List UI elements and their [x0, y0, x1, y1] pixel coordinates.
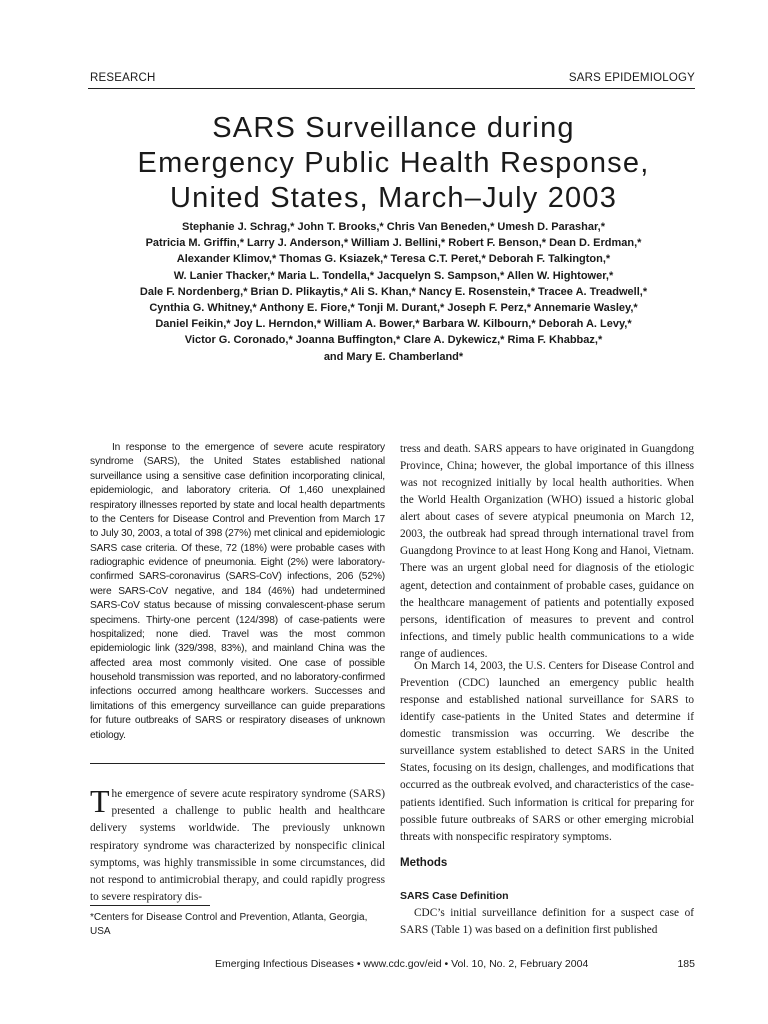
title-line: Emergency Public Health Response, [137, 147, 650, 179]
case-definition-subheading: SARS Case Definition [400, 890, 509, 902]
abstract: In response to the emergence of severe acute respiratory syndrome (SARS), the United States established national surveillance using a sensitive case definition incorporating clinical, epidemiologic, and laboratory criteria. Of 1,460 unexplained respiratory illnesses reported by state and local health departments to the Centers for Disease Control and Prevention from March 17 to July 30, 2003, a total of 398 (27%) met clinical and epidemiologic SARS case criteria. Of these, 72 (18%) were probable cases with radiographic evidence of pneumonia. Eight (2%) were laboratory-confirmed SARS-coronavirus (SARS-CoV) infections, 206 (52%) were SARS-CoV negative, and 184 (46%) had undetermined SARS-CoV status because of missing convalescent-phase serum specimens. Thirty-one percent (124/398) of case-patients were hospitalized; none died. Travel was the most common epidemiologic link (329/398, 83%), and mainland China was the affected area most commonly visited. One case of possible household transmission was reported, and no laboratory-confirmed infections occurred among healthcare workers. Successes and limitations of this emergency surveillance can guide preparations for future outbreaks of SARS or respiratory diseases of unknown etiology. [90, 442, 385, 741]
author-line: Victor G. Coronado,* Joanna Buffington,* Clare A. Dykewicz,* Rima F. Khabbaz,* [184, 334, 603, 347]
running-header-section: RESEARCH [90, 72, 156, 84]
title-line: SARS Surveillance during [212, 112, 575, 144]
journal-citation: Emerging Infectious Diseases • www.cdc.gov/eid • Vol. 10, No. 2, February 2004 [215, 958, 589, 970]
article-title [80, 111, 707, 216]
author-line: Cynthia G. Whitney,* Anthony E. Fiore,* Tonji M. Durant,* Joseph F. Perz,* Annemarie Wasley,* [149, 302, 638, 315]
intro-text: he emergence of severe acute respiratory syndrome (SARS) presented a challenge to public health and healthcare delivery systems worldwide. The previously unknown respiratory syndrome was characterized by nonspecific clinical symptoms, was highly transmissible in some circumstances, did not respond to antimicrobial therapy, and could rapidly progress to severe respiratory dis- [90, 788, 385, 904]
author-line: Dale F. Nordenberg,* Brian D. Plikaytis,* Ali S. Khan,* Nancy E. Rosenstein,* Tracee A. Treadwell,* [139, 285, 648, 298]
running-header-topic: SARS EPIDEMIOLOGY [568, 72, 695, 84]
body-paragraph-1: tress and death. SARS appears to have originated in Guangdong Province, China; however, the global importance of this illness was not recognized initially by local health authorities. When the World Health Organization (WHO) issued a historic global alert about cases of severe atypical pneumonia on March 12, 2003, the outbreak had spread through international travel from Guangdong Province to at least Hong Kong and Hanoi, Vietnam. There was an urgent global need for diagnosis of the etiologic agent, detection and containment of probable cases, guidance on the healthcare management of patients and potentially exposed persons, identification of measures to prevent and control infections, and timely public health communications to a wide range of audiences. [400, 443, 694, 660]
author-list [80, 219, 707, 365]
affiliation-footnote: *Centers for Disease Control and Prevention, Atlanta, Georgia, USA [90, 912, 368, 937]
author-line: Daniel Feikin,* Joy L. Herndon,* William A. Bower,* Barbara W. Kilbourn,* Deborah A. Levy,* [155, 318, 632, 331]
abstract-rule [90, 763, 385, 764]
author-line: W. Lanier Thacker,* Maria L. Tondella,* Jacquelyn S. Sampson,* Allen W. Hightower,* [173, 269, 614, 282]
drop-cap: T [90, 783, 110, 819]
intro-paragraph [90, 783, 385, 906]
header-rule [88, 88, 695, 89]
body-paragraph-2: On March 14, 2003, the U.S. Centers for Disease Control and Prevention (CDC) launched an emergency public health response and established national surveillance for SARS to identify case-patients in the United States and determine if domestic transmission was occurring. We describe the surveillance system established to detect SARS in the United States, focusing on its design, challenges, and modifications that occurred as the outbreak evolved, and characteristics of the case-patients identified. Such information is critical for preparing for possible future outbreaks of SARS or other emerging microbial threats with nonspecific respiratory symptoms. [400, 660, 694, 843]
author-line: and Mary E. Chamberland* [323, 350, 464, 363]
footnote-rule [90, 905, 210, 906]
body-paragraph-3: CDC’s initial surveillance definition for a suspect case of SARS (Table 1) was based on a definition first published [400, 907, 694, 937]
author-line: Stephanie J. Schrag,* John T. Brooks,* Chris Van Beneden,* Umesh D. Parashar,* [181, 221, 606, 233]
author-line: Patricia M. Griffin,* Larry J. Anderson,* William J. Bellini,* Robert F. Benson,* Dean D. Erdman,* [145, 237, 642, 250]
author-line: Alexander Klimov,* Thomas G. Ksiazek,* Teresa C.T. Peret,* Deborah F. Talkington,* [176, 253, 611, 266]
methods-heading: Methods [400, 857, 448, 869]
page-number: 185 [677, 958, 695, 970]
title-line: United States, March–July 2003 [169, 182, 618, 214]
